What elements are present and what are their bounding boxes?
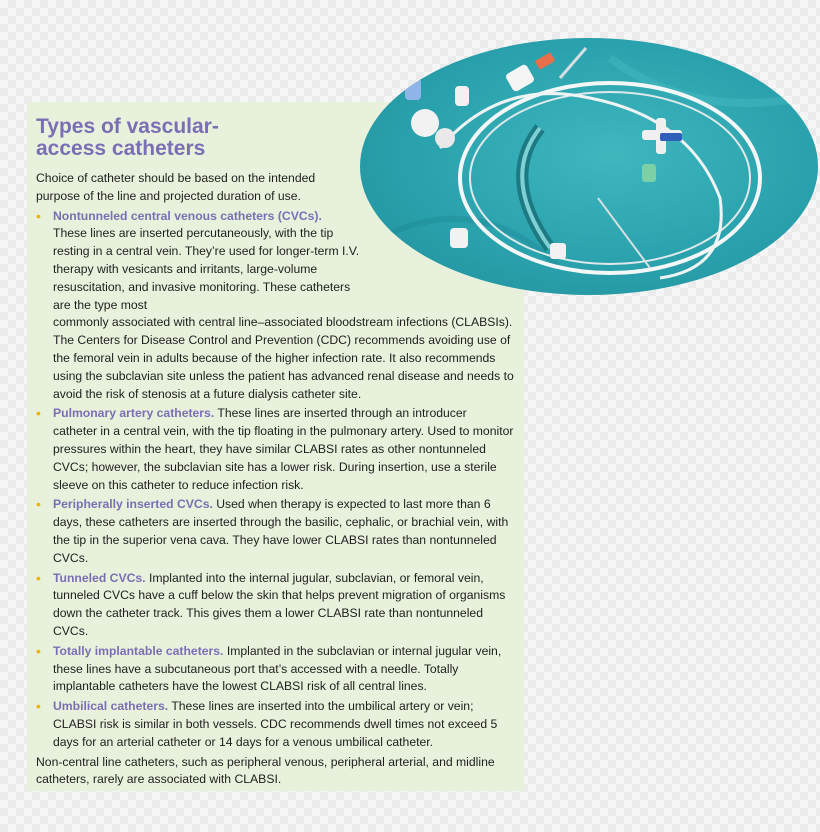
bullet-icon: • <box>36 569 41 586</box>
article-intro: Choice of catheter should be based on the intended purpose of the line and projected duration of use. <box>36 171 316 203</box>
article-outro: Non-central line catheters, such as peripheral venous, peripheral arterial, and midline catheters, rarely are associated with CLABSI. <box>36 754 495 787</box>
list-item-text: Used when therapy is expected to last more than 6 days, these catheters are inserted through the basilic, cephalic, or brachial vein, with the tip in the superior vena cava. They have lower CLABSI rates than nontunneled CVCs. <box>53 497 509 565</box>
article-content <box>36 116 514 789</box>
list-item-text: These lines are inserted into the umbilical artery or vein; CLABSI risk is similar in both vessels. CDC recommends dwell times not exceed 5 days for an arterial catheter or 14 days for a venous umbilical catheter. <box>53 699 498 749</box>
bullet-icon: • <box>36 496 41 513</box>
list-item-title: Peripherally inserted CVCs. <box>53 497 213 512</box>
list-item-text: Implanted in the subclavian or internal jugular vein, these lines have a subcutaneous port that’s accessed with a needle. Totally implantable catheters have the lowest CLABSI risk of all central lines. <box>53 643 502 694</box>
bullet-icon: • <box>36 642 41 659</box>
list-item-text: Implanted into the internal jugular, subclavian, or femoral vein, tunneled CVCs have a cuff below the skin that helps prevent migration of organisms down the catheter track. This gives them a lower CLABSI rate than nontunneled CVCs. <box>53 570 506 638</box>
list-item-title: Pulmonary artery catheters. <box>53 406 215 421</box>
list-item-text: These lines are inserted through an introducer catheter in a central vein, with the tip floating in the pulmonary artery. Used to monitor pressures within the heart, they have similar CLABSI rates as other nontunneled CVCs; however, the subclavian site has a lower risk. During insertion, use a sterile sleeve on this catheter to reduce infection risk. <box>53 406 514 492</box>
bullet-icon: • <box>36 207 41 224</box>
list-item <box>36 496 514 567</box>
list-item <box>36 643 514 696</box>
article-title: Types of vascular-access catheters <box>36 115 219 160</box>
list-item <box>36 405 514 494</box>
list-item-title: Totally implantable catheters. <box>53 643 224 658</box>
list-item <box>36 570 514 641</box>
list-item-title: Umbilical catheters. <box>53 699 169 714</box>
list-item <box>36 698 514 751</box>
list-item-text-continued: commonly associated with central line–associated bloodstream infections (CLABSIs). The Centers for Disease Control and Prevention (CDC) recommends avoiding use of the femoral vein in adults because of the higher infection rate. It also recommends using the subclavian site unless the patient has advanced renal disease and needs to avoid the risk of stenosis at a future dialysis catheter site. <box>53 315 514 401</box>
list-item-title: Nontunneled central venous catheters (CVCs). <box>53 208 322 223</box>
bullet-icon: • <box>36 698 41 715</box>
list-item-text: These lines are inserted percutaneously, with the tip resting in a central vein. They’re used for longer-term I.V. therapy with vesicants and irritants, large-volume resuscitation, and invasive monitoring. These catheters are the type most <box>53 226 360 312</box>
list-item-title: Tunneled CVCs. <box>53 570 146 585</box>
bullet-icon: • <box>36 405 41 422</box>
list-item <box>36 208 514 404</box>
